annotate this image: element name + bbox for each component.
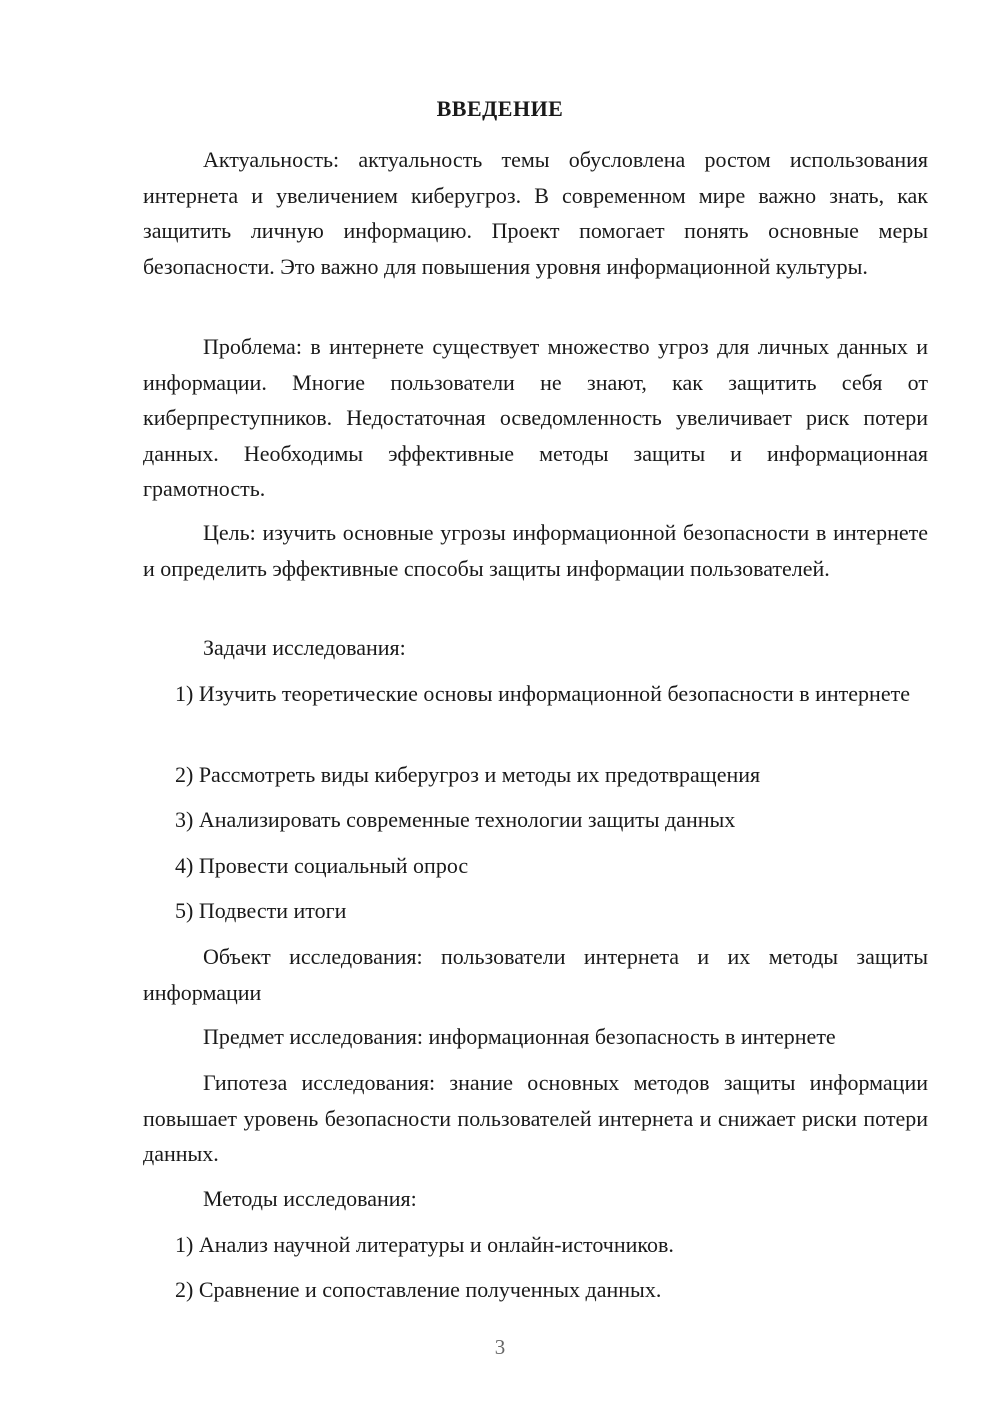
relevance-paragraph: Актуальность: актуальность темы обусловлена ростом использования интернета и увеличением киберугроз. В современном мире важно знать, как защитить личную информацию. Проект помогает понять основные меры безопасности. Это важно для повышения уровня информационной культуры.	[143, 147, 928, 279]
subject-paragraph: Предмет исследования: информационная безопасность в интернете	[203, 1024, 836, 1049]
task-item: 1) Изучить теоретические основы информационной безопасности в интернете	[175, 681, 910, 706]
object-paragraph: Объект исследования: пользователи интернета и их методы защиты информации	[143, 944, 928, 1005]
method-item: 1) Анализ научной литературы и онлайн-источников.	[175, 1232, 674, 1257]
task-item: 2) Рассмотреть виды киберугроз и методы их предотвращения	[175, 762, 761, 787]
task-item: 4) Провести социальный опрос	[175, 853, 469, 878]
problem-paragraph: Проблема: в интернете существует множество угроз для личных данных и информации. Многие пользователи не знают, как защитить себя от киберпреступников. Недостаточная осведомленность увеличивает риск потери данных. Необходимы эффективные методы защиты и информационная грамотность.	[143, 334, 928, 501]
tasks-heading: Задачи исследования:	[203, 635, 406, 660]
section-title: ВВЕДЕНИЕ	[436, 96, 564, 121]
hypothesis-paragraph: Гипотеза исследования: знание основных методов защиты информации повышает уровень безопасности пользователей интернета и снижает риски потери данных.	[143, 1070, 928, 1166]
page-number: 3	[494, 1335, 506, 1359]
methods-heading: Методы исследования:	[203, 1186, 417, 1211]
method-item: 2) Сравнение и сопоставление полученных данных.	[175, 1277, 662, 1302]
goal-paragraph: Цель: изучить основные угрозы информационной безопасности в интернете и определить эффективные способы защиты информации пользователей.	[143, 520, 928, 581]
task-item: 5) Подвести итоги	[175, 898, 347, 923]
task-item: 3) Анализировать современные технологии защиты данных	[175, 807, 736, 832]
